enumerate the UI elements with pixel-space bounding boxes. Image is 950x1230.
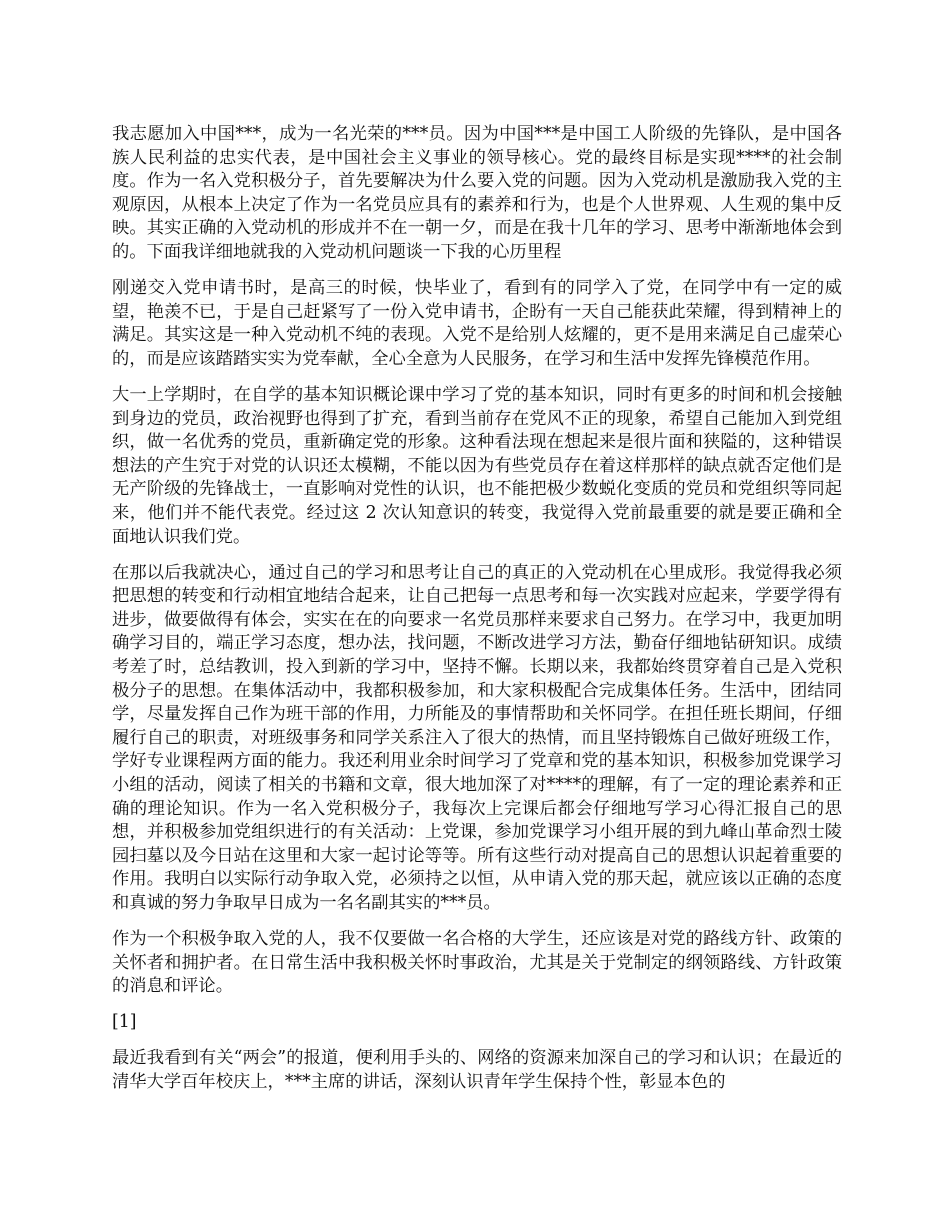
paragraph-freshman: 大一上学期时，在自学的基本知识概论课中学习了党的基本知识，同时有更多的时间和机会接触到身边的党员，政治视野也得到了扩充，看到当前存在党风不正的现象，希望自己能加入到党组织，做一名优秀的党员，重新确定党的形象。这种看法现在想起来是很片面和狭隘的，这种错误想法的产生究于对党的认识还太模糊，不能以因为有些党员存在着这样那样的缺点就否定他们是无产阶级的先锋战士，一直影响对党性的认识，也不能把极少数蜕化变质的党员和党组织等同起来，他们并不能代表党。经过这 2 次认知意识的转变，我觉得入党前最重要的就是要正确和全面地认识我们党。 — [112, 384, 842, 547]
paragraph-resolution: 在那以后我就决心，通过自己的学习和思考让自己的真正的入党动机在心里成形。我觉得我必须把思想的转变和行动相宜地结合起来，让自己把每一点思考和每一次实践对应起来，学要学得有进步，做要做得有体会，实实在在的向要求一名党员那样来要求自己努力。在学习中，我更加明确学习目的，端正学习态度，想办法，找问题，不断改进学习方法，勤奋仔细地钻研知识。成绩考差了时，总结教训，投入到新的学习中，坚持不懈。长期以来，我都始终贯穿着自己是入党积极分子的思想。在集体活动中，我都积极参加，和大家积极配合完成集体任务。生活中，团结同学，尽量发挥自己作为班干部的作用，力所能及的事情帮助和关怀同学。在担任班长期间，仔细履行自己的职责，对班级事务和同学关系注入了很大的热情，而且坚持锻炼自己做好班级工作，学好专业课程两方面的能力。我还利用业余时间学习了党章和党的基本知识，积极参加党课学习小组的活动，阅读了相关的书籍和文章，很大地加深了对****的理解，有了一定的理论素养和正确的理论知识。作为一名入党积极分子，我每次上完课后都会仔细地写学习心得汇报自己的思想，并积极参加党组织进行的有关活动：上党课，参加党课学习小组开展的到九峰山革命烈士陵园扫墓以及今日站在这里和大家一起讨论等等。所有这些行动对提高自己的思想认识起着重要的作用。我明白以实际行动争取入党，必须持之以恒，从申请入党的那天起，就应该以正确的态度和真诚的努力争取早日成为一名名副其实的***员。 — [112, 562, 842, 913]
paragraph-policy-concern: 作为一个积极争取入党的人，我不仅要做一名合格的大学生，还应该是对党的路线方针、政策的关怀者和拥护者。在日常生活中我积极关怀时事政治，尤其是关于党制定的纲领路线、方针政策的消息和评论。 — [112, 929, 842, 997]
paragraph-recent-news: 最近我看到有关“两会”的报道，便利用手头的、网络的资源来加深自己的学习和认识；在最近的清华大学百年校庆上，***主席的讲话，深刻认识青年学生保持个性，彰显本色的 — [112, 1048, 842, 1092]
footnote-marker: [1] — [112, 1012, 137, 1033]
paragraph-motivation-intro: 我志愿加入中国***，成为一名光荣的***员。因为中国***是中国工人阶级的先锋队，是中国各族人民利益的忠实代表，是中国社会主义事业的领导核心。党的最终目标是实现****的社会制度。作为一名入党积极分子，首先要解决为什么要入党的问题。因为入党动机是激励我入党的主观原因，从根本上决定了作为一名党员应具有的素养和行为，也是个人世界观、人生观的集中反映。其实正确的入党动机的形成并不在一朝一夕，而是在我十几年的学习、思考中渐渐地体会到的。下面我详细地就我的入党动机问题谈一下我的心历里程 — [112, 124, 842, 262]
document-body — [112, 123, 842, 1107]
paragraph-high-school: 刚递交入党申请书时，是高三的时候，快毕业了，看到有的同学入了党，在同学中有一定的威望，艳羡不已，于是自己赶紧写了一份入党申请书，企盼有一天自己能获此荣耀，得到精神上的满足。其实这是一种入党动机不纯的表现。入党不是给别人炫耀的，更不是用来满足自己虚荣心的，而是应该踏踏实实为党奉献，全心全意为人民服务，在学习和生活中发挥先锋模范作用。 — [112, 278, 842, 369]
